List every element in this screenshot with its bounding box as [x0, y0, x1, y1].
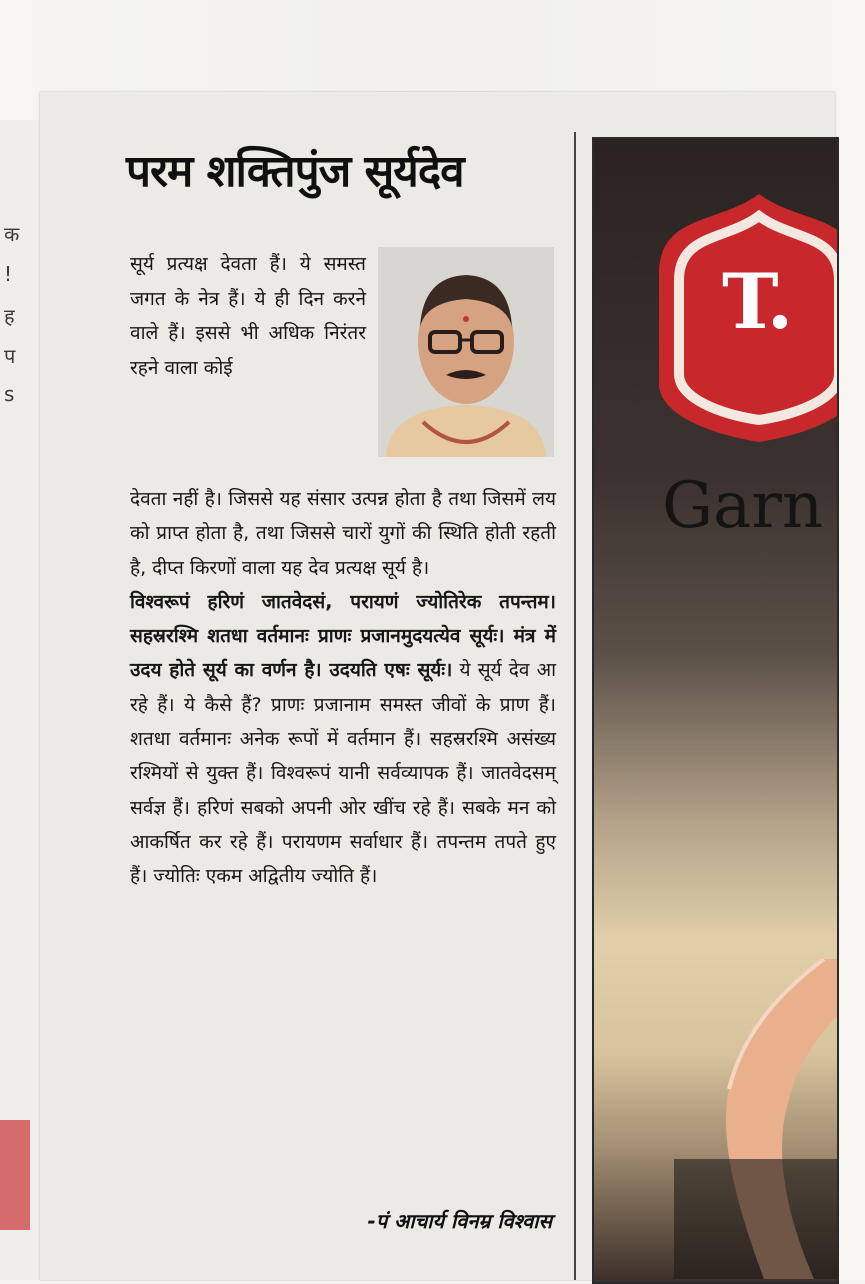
sanskrit-mantra: विश्वरूपं हरिणं जातवेदसं, परायणं ज्योतिरेक तपन्तम। सहस्ररश्मि शतधा वर्तमानः प्राणः प्रजानमुदयत्येव सूर्यः। मंत्र में उदय होते सूर्य का वर्णन है। उदयति एषः सूर्यः।: [130, 590, 556, 682]
left-page-fragment: प: [4, 344, 16, 368]
arm-illustration-icon: [674, 959, 839, 1279]
advertisement: [592, 137, 839, 1284]
article-body: [130, 482, 556, 894]
author-portrait-icon: [378, 247, 554, 457]
article-intro: सूर्य प्रत्यक्ष देवता हैं। ये समस्त जगत के नेत्र हैं। ये ही दिन करने वाले हैं। इससे भी अधिक निरंतर रहने वाला कोई: [130, 253, 366, 379]
left-page-fragment: s: [4, 382, 15, 406]
article-column: [120, 112, 614, 1282]
article-paragraph: देवता नहीं है। जिससे यह संसार उत्पन्न होता है तथा जिसमें लय को प्राप्त होता है, तथा जिससे चारों युगों की स्थिति होती रहती है, दीप्त किरणों वाला यह देव प्रत्यक्ष सूर्य है।: [130, 488, 556, 579]
brand-logo-text: T.: [722, 257, 792, 346]
left-page-fragment: ह: [4, 304, 15, 328]
ad-brand-word: Garn: [662, 469, 824, 543]
left-page-red-print: [0, 1120, 30, 1230]
author-photo: [378, 247, 554, 457]
article-paragraph-explanation: ये सूर्य देव आ रहे हैं। ये कैसे हैं? प्राणः प्रजानाम समस्त जीवों के प्राण हैं। शतधा वर्तमानः अनेक रूपों में वर्तमान हैं। सहस्ररश्मि असंख्य रश्मियों से युक्त हैं। विश्वरूपं यानी सर्वव्यापक हैं। जातवेदसम् सर्वज्ञ हैं। हरिणं सबको अपनी ओर खींच रहे हैं। सबके मन को आकर्षित कर रहे हैं। परायणम सर्वाधार हैं। तपन्तम तपते हुए हैं। ज्योतिः एकम अद्वितीय ज्योति हैं।: [130, 659, 556, 888]
ad-model-image: [674, 959, 839, 1279]
newspaper-clipping: [40, 92, 835, 1280]
author-byline: -पं आचार्य विनम्र विश्वास: [367, 1209, 552, 1233]
left-page-fragment: !: [4, 262, 13, 286]
article-headline: परम शक्तिपुंज सूर्यदेव: [126, 146, 464, 197]
left-page-fragment: क: [4, 222, 20, 246]
column-divider: [574, 132, 576, 1280]
